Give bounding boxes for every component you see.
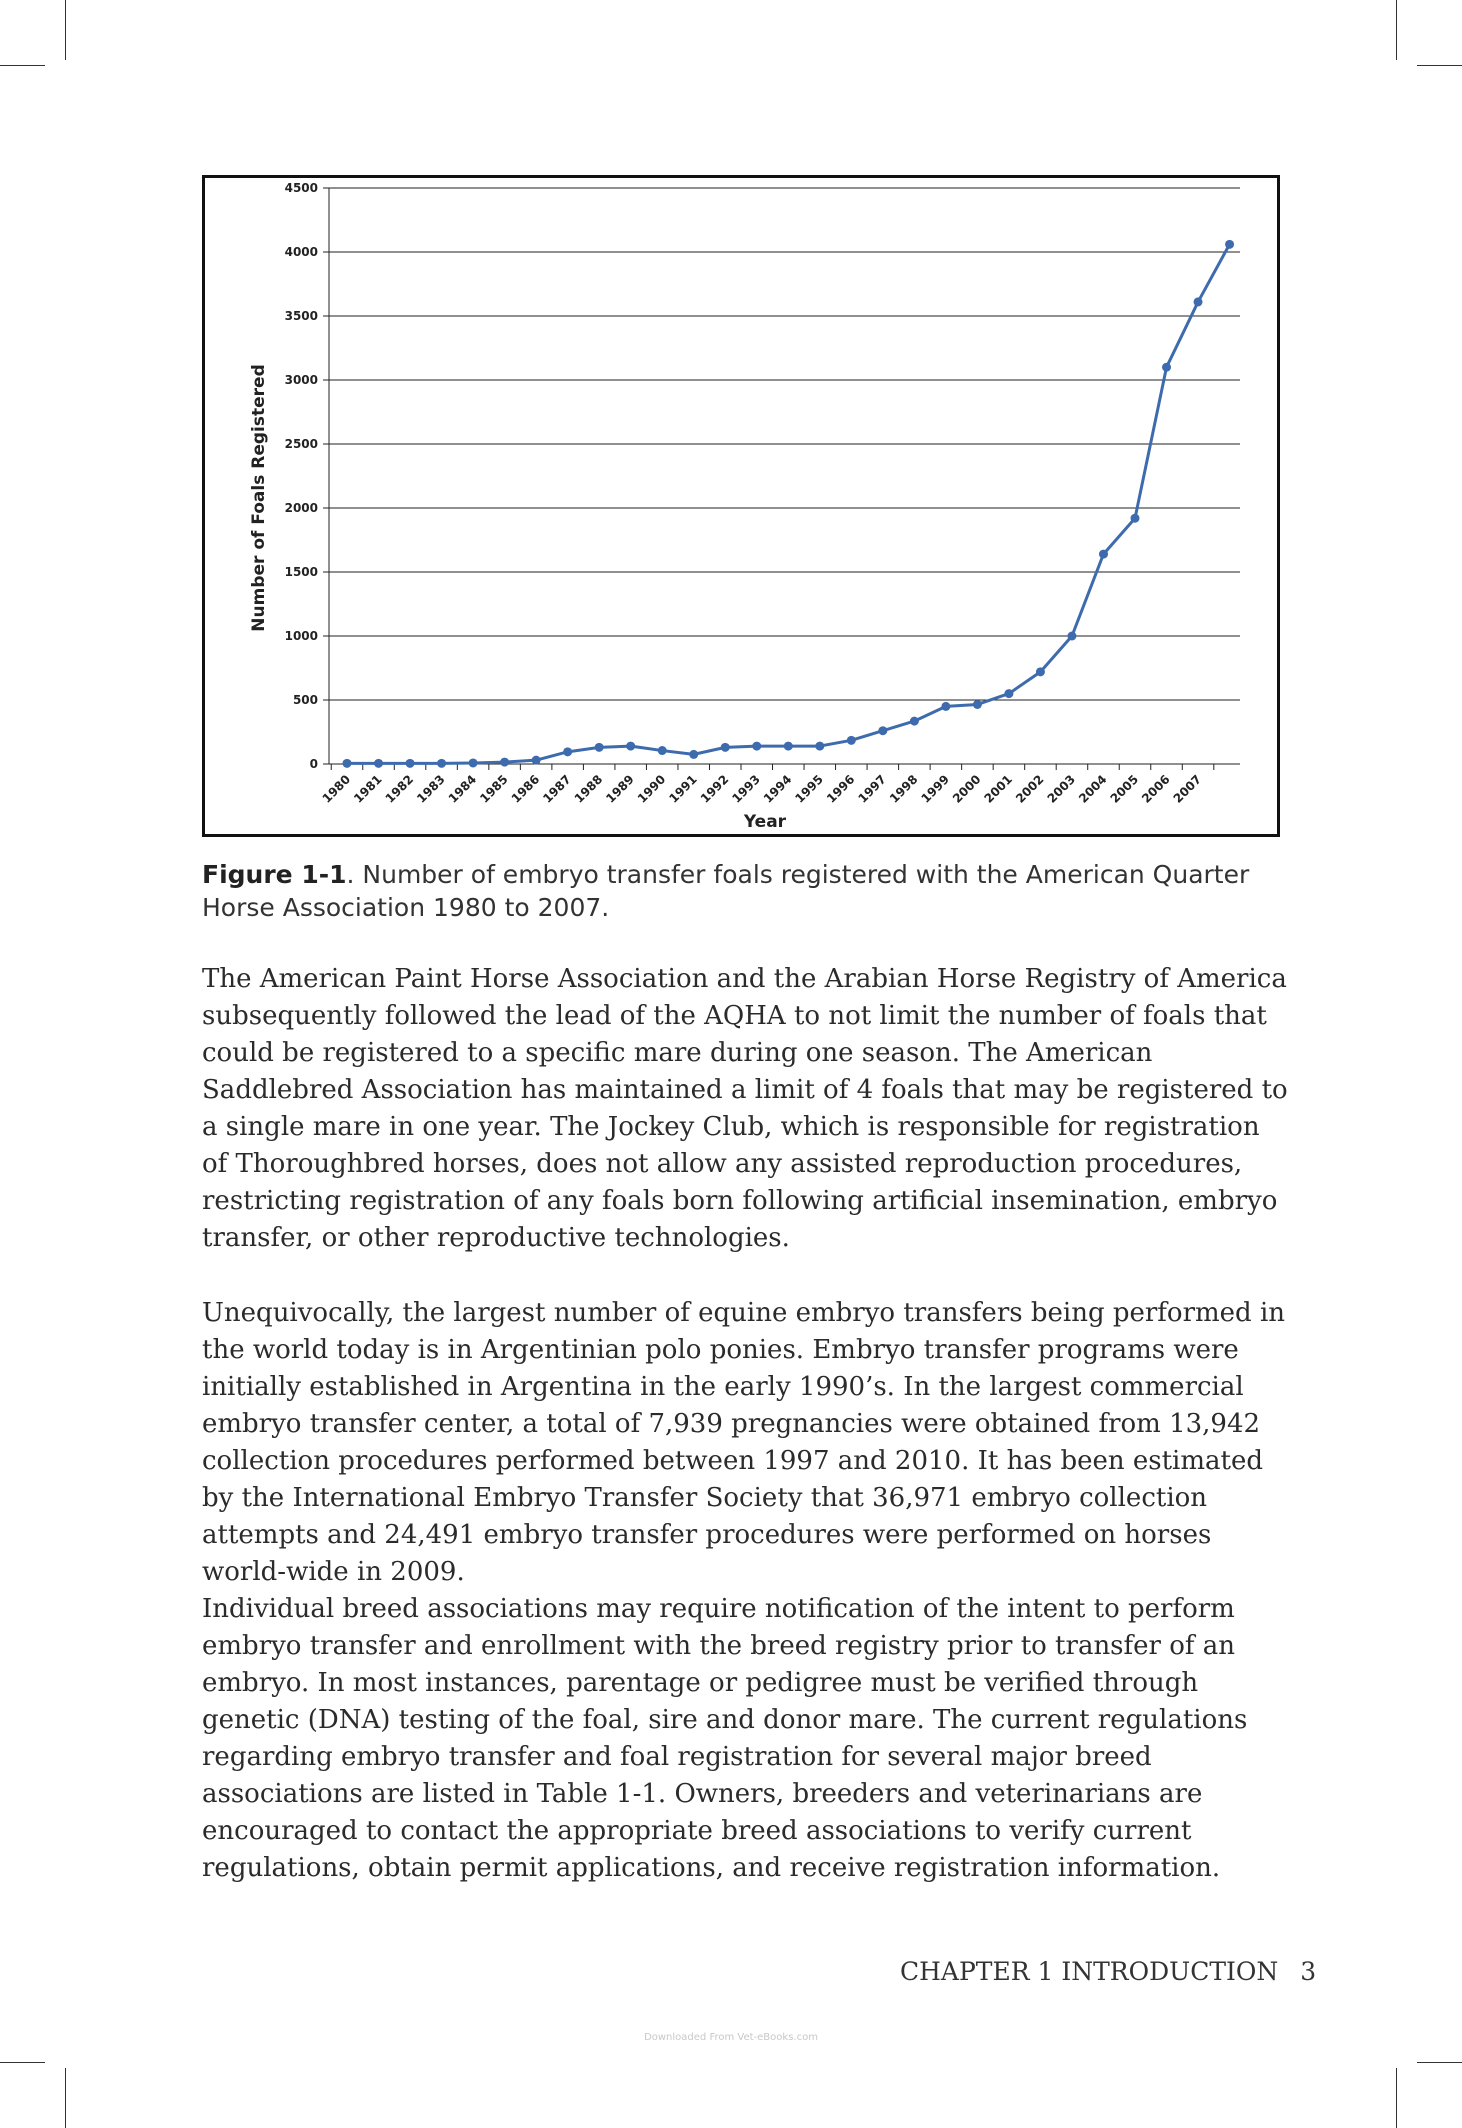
x-tick-label: 1991	[666, 772, 700, 806]
x-tick-label: 2002	[1013, 772, 1047, 806]
data-point	[752, 742, 761, 751]
crop-mark	[1396, 2068, 1397, 2128]
crop-mark	[0, 2062, 45, 2063]
y-tick-label: 0	[309, 757, 318, 771]
data-point	[469, 758, 478, 767]
x-tick-label: 1990	[634, 772, 669, 806]
crop-mark	[65, 0, 66, 60]
x-tick-label: 2001	[981, 772, 1016, 806]
x-tick-label: 1998	[886, 772, 921, 806]
x-tick-label: 1987	[540, 772, 574, 806]
data-point	[721, 743, 730, 752]
x-tick-label: 1995	[792, 772, 826, 806]
data-point	[658, 746, 667, 755]
x-tick-label: 1985	[477, 772, 511, 806]
crop-mark	[1417, 2062, 1462, 2063]
data-point	[973, 700, 982, 709]
x-tick-label: 2005	[1107, 772, 1142, 806]
figure-chart	[202, 175, 1280, 837]
data-point	[1036, 667, 1045, 676]
x-tick-label: 1992	[697, 772, 732, 806]
data-point	[1131, 514, 1140, 523]
x-tick-label: 1997	[855, 772, 889, 806]
data-point	[1194, 297, 1203, 306]
body-paragraph: The American Paint Horse Association and the Arabian Horse Registry of America subsequently followed the lead of the AQHA to not limit the number of foals that could be registered to a specific mare during one season. The American Saddlebred Association has maintained a limit of 4 foals that may be registered to a single mare in one year. The Jockey Club, which is responsible for registration of Thoroughbred horses, does not allow any assisted reproduction procedures, restricting registration of any foals born following artificial insemination, embryo transfer, or other reproductive technologies.	[202, 964, 1288, 1253]
figure-caption	[202, 858, 1282, 924]
x-tick-label: 1994	[760, 772, 795, 806]
data-point	[1004, 689, 1013, 698]
x-tick-label: 1983	[414, 772, 448, 806]
x-axis-label: Year	[743, 812, 787, 832]
x-tick-label: 1981	[351, 772, 385, 806]
y-tick-label: 1000	[284, 629, 318, 643]
data-point	[1067, 632, 1076, 641]
crop-mark	[1396, 0, 1397, 60]
x-tick-label: 1982	[382, 772, 417, 806]
data-point	[532, 756, 541, 765]
data-point	[689, 750, 698, 759]
series-line	[347, 244, 1230, 763]
chapter-title: CHAPTER 1 INTRODUCTION	[900, 1957, 1279, 1986]
x-tick-label: 2007	[1170, 772, 1205, 806]
data-point	[910, 717, 919, 726]
y-tick-label: 3000	[284, 373, 318, 387]
figure-caption-text: . Number of embryo transfer foals registered with the American Quarter Horse Association 1980 to 2007.	[202, 860, 1250, 922]
x-tick-label: 2006	[1139, 772, 1173, 806]
x-tick-label: 1993	[729, 772, 763, 806]
data-point	[1099, 550, 1108, 559]
x-tick-label: 1989	[603, 772, 637, 806]
data-point	[784, 742, 793, 751]
crop-mark	[0, 65, 45, 66]
y-tick-label: 2500	[284, 437, 318, 451]
x-tick-label: 1984	[445, 772, 480, 806]
x-tick-label: 1986	[508, 772, 543, 806]
running-footer	[900, 1957, 1317, 1986]
data-point	[1225, 240, 1234, 249]
data-point	[1162, 363, 1171, 372]
y-tick-label: 1500	[284, 565, 318, 579]
y-tick-label: 4500	[284, 181, 318, 195]
crop-mark	[65, 2068, 66, 2128]
x-tick-label: 2004	[1076, 772, 1110, 806]
y-axis-label: Number of Foals Registered	[249, 364, 269, 632]
data-point	[437, 759, 446, 768]
y-tick-label: 3500	[284, 309, 318, 323]
x-tick-label: 2000	[950, 772, 984, 806]
x-tick-label: 1988	[571, 772, 606, 806]
data-point	[343, 759, 352, 768]
data-point	[406, 759, 415, 768]
x-tick-label: 1980	[319, 772, 354, 806]
data-point	[847, 736, 856, 745]
data-point	[563, 747, 572, 756]
data-point	[815, 742, 824, 751]
page-number: 3	[1300, 1957, 1317, 1986]
y-tick-label: 500	[292, 693, 318, 707]
line-chart	[205, 178, 1277, 834]
body-paragraph: Unequivocally, the largest number of equine embryo transfers being performed in the world today is in Argentinian polo ponies. Embryo transfer programs were initially established in Argentina in the early 1990’s. In the largest commercial embryo transfer center, a total of 7,939 pregnancies were obtained from 13,942 collection procedures performed between 1997 and 2010. It has been estimated by the International Embryo Transfer Society that 36,971 embryo collection attempts and 24,491 embryo transfer procedures were performed on horses world-wide in 2009.	[202, 1298, 1286, 1587]
data-point	[500, 758, 509, 767]
crop-mark	[1417, 65, 1462, 66]
x-tick-label: 1996	[823, 772, 858, 806]
data-point	[878, 726, 887, 735]
data-point	[626, 742, 635, 751]
x-tick-label: 1999	[918, 772, 953, 806]
y-tick-label: 2000	[284, 501, 318, 515]
data-point	[595, 743, 604, 752]
download-watermark: Downloaded From Vet-eBooks.com	[644, 2032, 818, 2043]
y-tick-label: 4000	[284, 245, 318, 259]
body-paragraph: Individual breed associations may require notification of the intent to perform embryo transfer and enrollment with the breed registry prior to transfer of an embryo. In most instances, parentage or pedigree must be verified through genetic (DNA) testing of the foal, sire and donor mare. The current regulations regarding embryo transfer and foal registration for several major breed associations are listed in Table 1-1. Owners, breeders and veterinarians are encouraged to contact the appropriate breed associations to verify current regulations, obtain permit applications, and receive registration information.	[202, 1594, 1248, 1883]
x-tick-label: 2003	[1044, 772, 1079, 806]
data-point	[374, 759, 383, 768]
data-point	[941, 702, 950, 711]
figure-label: Figure 1-1	[202, 860, 347, 889]
